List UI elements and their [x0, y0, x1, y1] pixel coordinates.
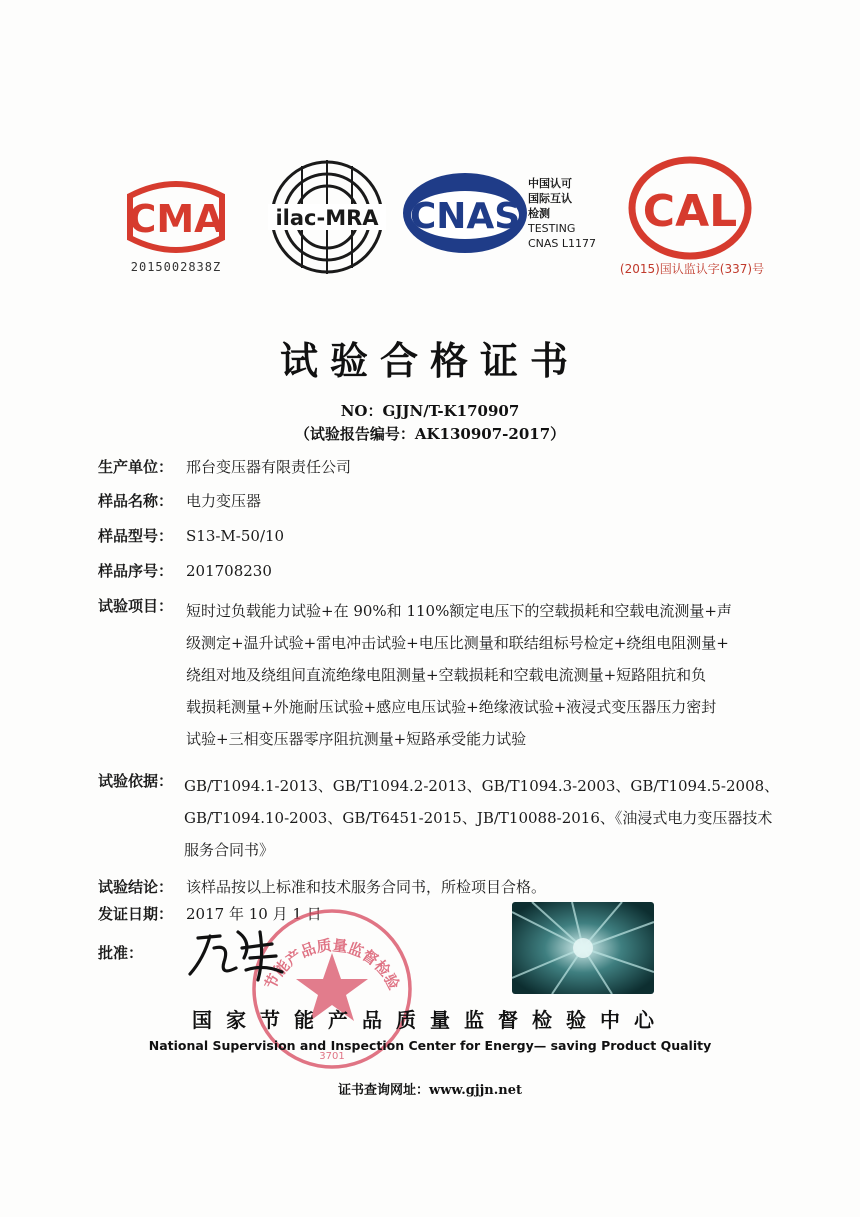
field-label: 生产单位：	[98, 458, 174, 476]
cnas-logo-text: CNAS	[409, 196, 521, 237]
field-label: 试验结论：	[98, 878, 174, 896]
test-items-line-3: 绕组对地及绕组间直流绝缘电阻测量+空载损耗和空载电流测量+短路阻抗和负	[186, 666, 707, 684]
issuer-name-cn: 国家节能产品质量监督检验中心	[192, 1008, 668, 1032]
svg-text:3701: 3701	[319, 1051, 345, 1062]
test-items-line-1: 短时过负载能力试验+在 90%和 110%额定电压下的空载损耗和空载电流测量+声	[186, 602, 732, 620]
ilac-logo-text: ilac-MRA	[275, 206, 379, 230]
field-value: S13-M-50/10	[186, 527, 285, 545]
certificate-title: 试验合格证书	[279, 338, 580, 383]
cma-number: 2015002838Z	[130, 260, 222, 274]
test-items-line-4: 载损耗测量+外施耐压试验+感应电压试验+绝缘液试验+液浸式变压器压力密封	[186, 698, 717, 716]
cnas-line-4: TESTING	[528, 222, 576, 235]
cma-logo-text: CMA	[128, 197, 224, 241]
field-value	[186, 595, 776, 755]
field-label: 样品名称：	[98, 492, 174, 510]
field-value	[184, 770, 780, 866]
field-label: 发证日期：	[98, 905, 174, 923]
cal-number: (2015)国认监认字(337)号	[619, 262, 765, 276]
certificate-query-url: 证书查询网址：www.gjjn.net	[338, 1083, 522, 1098]
test-items-line-2: 级测定+温升试验+雷电冲击试验+电压比测量和联结组标号检定+绕组电阻测量+	[186, 634, 729, 652]
test-basis-line-3: 服务合同书》	[184, 841, 275, 859]
test-basis-line-1: GB/T1094.1-2013、GB/T1094.2-2013、GB/T1094.3-2003、GB/T1094.5-2008、	[184, 777, 780, 795]
cal-logo	[628, 156, 752, 260]
hologram-label	[512, 902, 654, 994]
cnas-line-3: 检测	[528, 207, 550, 220]
field-value: 201708230	[186, 562, 272, 580]
field-label: 样品型号：	[98, 527, 174, 545]
field-value: 电力变压器	[186, 492, 262, 510]
cnas-logo	[400, 168, 530, 258]
cma-logo	[112, 176, 240, 276]
test-basis-line-2: GB/T1094.10-2003、GB/T6451-2015、JB/T10088-2016、《油浸式电力变压器技术	[184, 809, 773, 827]
field-value: 2017 年 10 月 1 日	[186, 905, 322, 923]
field-label: 样品序号：	[98, 562, 174, 580]
cnas-line-1: 中国认可	[528, 177, 572, 190]
cnas-accreditation-text	[528, 176, 623, 251]
cal-logo-text: CAL	[642, 186, 738, 237]
svg-text:国家节能产品质量监督检验中心: 节能产品质量监督检验	[261, 936, 403, 993]
field-value: 该样品按以上标准和技术服务合同书，所检项目合格。	[186, 878, 547, 896]
ilac-mra-logo	[262, 152, 392, 282]
test-items-line-5: 试验+三相变压器零序阻抗测量+短路承受能力试验	[186, 730, 527, 748]
certificate-number: NO：GJJN/T-K170907	[340, 402, 520, 420]
report-number: （试验报告编号：AK130907-2017）	[294, 425, 566, 443]
cnas-line-5: CNAS L1177	[528, 237, 597, 250]
field-label: 试验项目：	[98, 597, 174, 615]
cnas-line-2: 国际互认	[528, 192, 572, 205]
field-value: 邢台变压器有限责任公司	[186, 458, 352, 476]
field-label: 批准：	[98, 944, 144, 962]
issuer-name-en: National Supervision and Inspection Center for Energy— saving Product Quality	[148, 1038, 712, 1053]
field-label: 试验依据：	[98, 772, 174, 790]
signature	[180, 918, 290, 986]
